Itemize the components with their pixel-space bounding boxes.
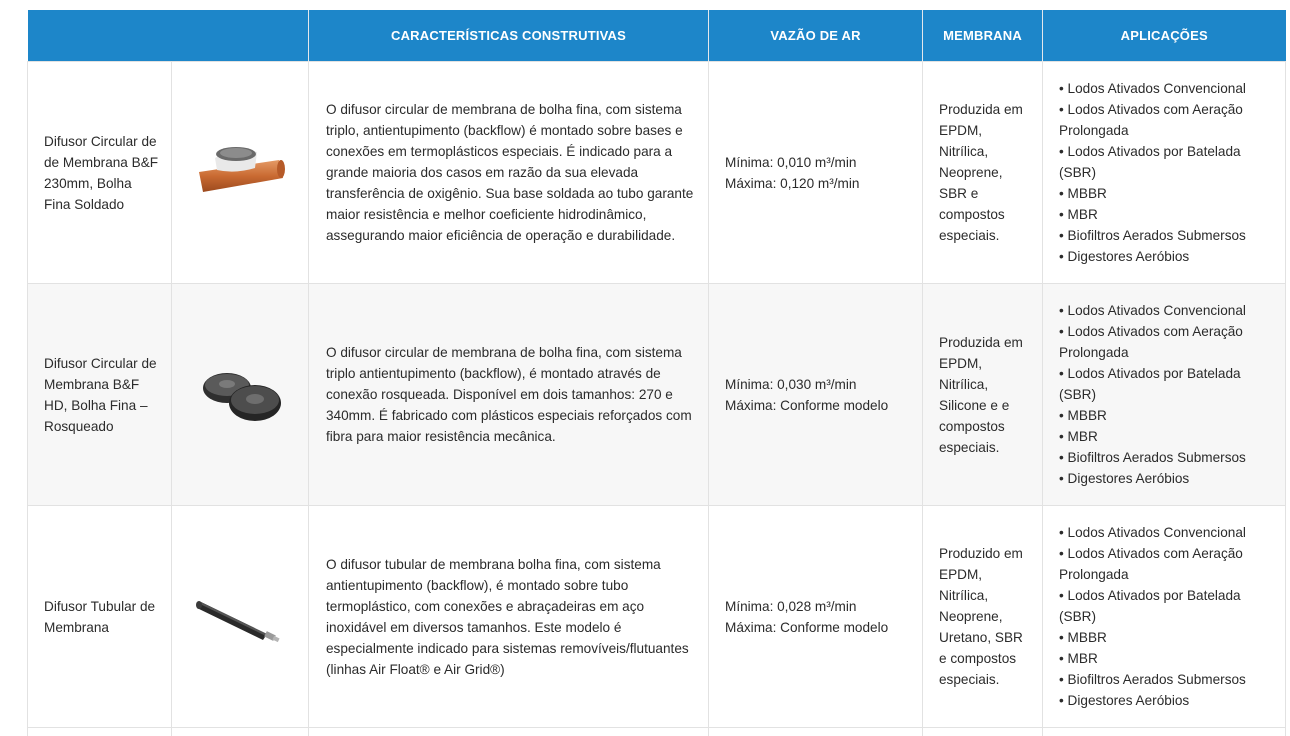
header-empty (28, 10, 309, 62)
membrane-info: Produzida em EPDM, Nitrílica, Silicone e e compostos especiais. (923, 284, 1043, 506)
product-description: O difusor circular de membrana de bolha fina, com sistema triplo, antientupimento (backflow) é montado sobre bases e conexões em termoplásticos especiais. É indicado para a grande maioria dos casos em razão da sua elevada transferência de oxigênio. Sua base soldada ao tubo garante maior resistência e melhor coeficiente hidrodinâmico, assegurando maior eficiência de operação e durabilidade. (309, 62, 709, 284)
applications-list (1059, 522, 1279, 711)
membrane-info: Produzido em EPDM, Nitrílica, Neoprene, Uretano, SBR e compostos especiais. (923, 506, 1043, 728)
list-item: • Biofiltros Aerados Submersos (1059, 447, 1279, 468)
list-item: • Lodos Ativados Convencional (1059, 78, 1279, 99)
product-description: O difusor circular de membrana de bolha fina, com sistema triplo antientupimento (backflow), é montado através de conexão rosqueada. Disponível em dois tamanhos: 270 e 340mm. É fabricado com plásticos especiais reforçados com fibra para maior resistência mecânica. (309, 284, 709, 506)
diffuser-comparison-table (27, 10, 1286, 736)
list-item: • Digestores Aeróbios (1059, 468, 1279, 489)
applications-list (1059, 78, 1279, 267)
header-membrane: MEMBRANA (923, 10, 1043, 62)
applications-cell (1043, 506, 1286, 728)
applications-list (1059, 300, 1279, 489)
list-item: • Lodos Ativados por Batelada (SBR) (1059, 363, 1279, 405)
product-table-container (27, 10, 1285, 736)
header-applications: APLICAÇÕES (1043, 10, 1286, 62)
list-item: • Lodos Ativados com Aeração Prolongada (1059, 543, 1279, 585)
table-row (28, 62, 1286, 284)
table-header-row (28, 10, 1286, 62)
list-item: • MBBR (1059, 405, 1279, 426)
product-image-cell (172, 506, 309, 728)
list-item: • Lodos Ativados Convencional (1059, 522, 1279, 543)
flow-min: Mínima: 0,030 m³/min (725, 374, 914, 395)
flow-max: Máxima: 0,120 m³/min (725, 173, 914, 194)
air-flow-cell (709, 284, 923, 506)
list-item: • Digestores Aeróbios (1059, 690, 1279, 711)
product-name: Difusor Circular de Membrana B&F HD, Bolha Fina – Rosqueado (28, 284, 172, 506)
list-item: • Lodos Ativados por Batelada (SBR) (1059, 141, 1279, 183)
air-flow-cell (709, 62, 923, 284)
list-item: • MBR (1059, 204, 1279, 225)
flow-max: Máxima: Conforme modelo (725, 617, 914, 638)
product-name: Difusor Circular de de Membrana B&F 230mm, Bolha Fina Soldado (28, 62, 172, 284)
list-item: • MBBR (1059, 183, 1279, 204)
product-name: Difusor Tubular de Membrana (28, 506, 172, 728)
circular-threaded-diffuser-image (185, 360, 295, 430)
applications-cell (1043, 62, 1286, 284)
product-image-cell (172, 284, 309, 506)
list-item: • Digestores Aeróbios (1059, 246, 1279, 267)
list-item: • Lodos Ativados com Aeração Prolongada (1059, 99, 1279, 141)
table-row (28, 284, 1286, 506)
membrane-info: Produzida em EPDM, Nitrílica, Neoprene, SBR e compostos especiais. (923, 62, 1043, 284)
flow-min: Mínima: 0,028 m³/min (725, 596, 914, 617)
table-row (28, 506, 1286, 728)
header-construction: CARACTERÍSTICAS CONSTRUTIVAS (309, 10, 709, 62)
list-item: • Lodos Ativados com Aeração Prolongada (1059, 321, 1279, 363)
list-item: • Lodos Ativados por Batelada (SBR) (1059, 585, 1279, 627)
product-description: O difusor tubular de membrana bolha fina, com sistema antientupimento (backflow), é montado sobre tubo termoplástico, com conexões e abraçadeiras em aço inoxidável em diversos tamanhos. Este modelo é especialmente indicado para sistemas removíveis/flutuantes (linhas Air Float® e Air Grid®) (309, 506, 709, 728)
list-item: • Biofiltros Aerados Submersos (1059, 669, 1279, 690)
list-item: • Lodos Ativados Convencional (1059, 300, 1279, 321)
header-air-flow: VAZÃO DE AR (709, 10, 923, 62)
circular-welded-diffuser-image (185, 138, 295, 208)
list-item: • MBBR (1059, 627, 1279, 648)
tubular-diffuser-image (185, 582, 295, 652)
list-item: • MBR (1059, 426, 1279, 447)
list-item: • Biofiltros Aerados Submersos (1059, 225, 1279, 246)
list-item: • MBR (1059, 648, 1279, 669)
flow-max: Máxima: Conforme modelo (725, 395, 914, 416)
air-flow-cell (709, 506, 923, 728)
applications-cell (1043, 284, 1286, 506)
product-image-cell (172, 62, 309, 284)
flow-min: Mínima: 0,010 m³/min (725, 152, 914, 173)
